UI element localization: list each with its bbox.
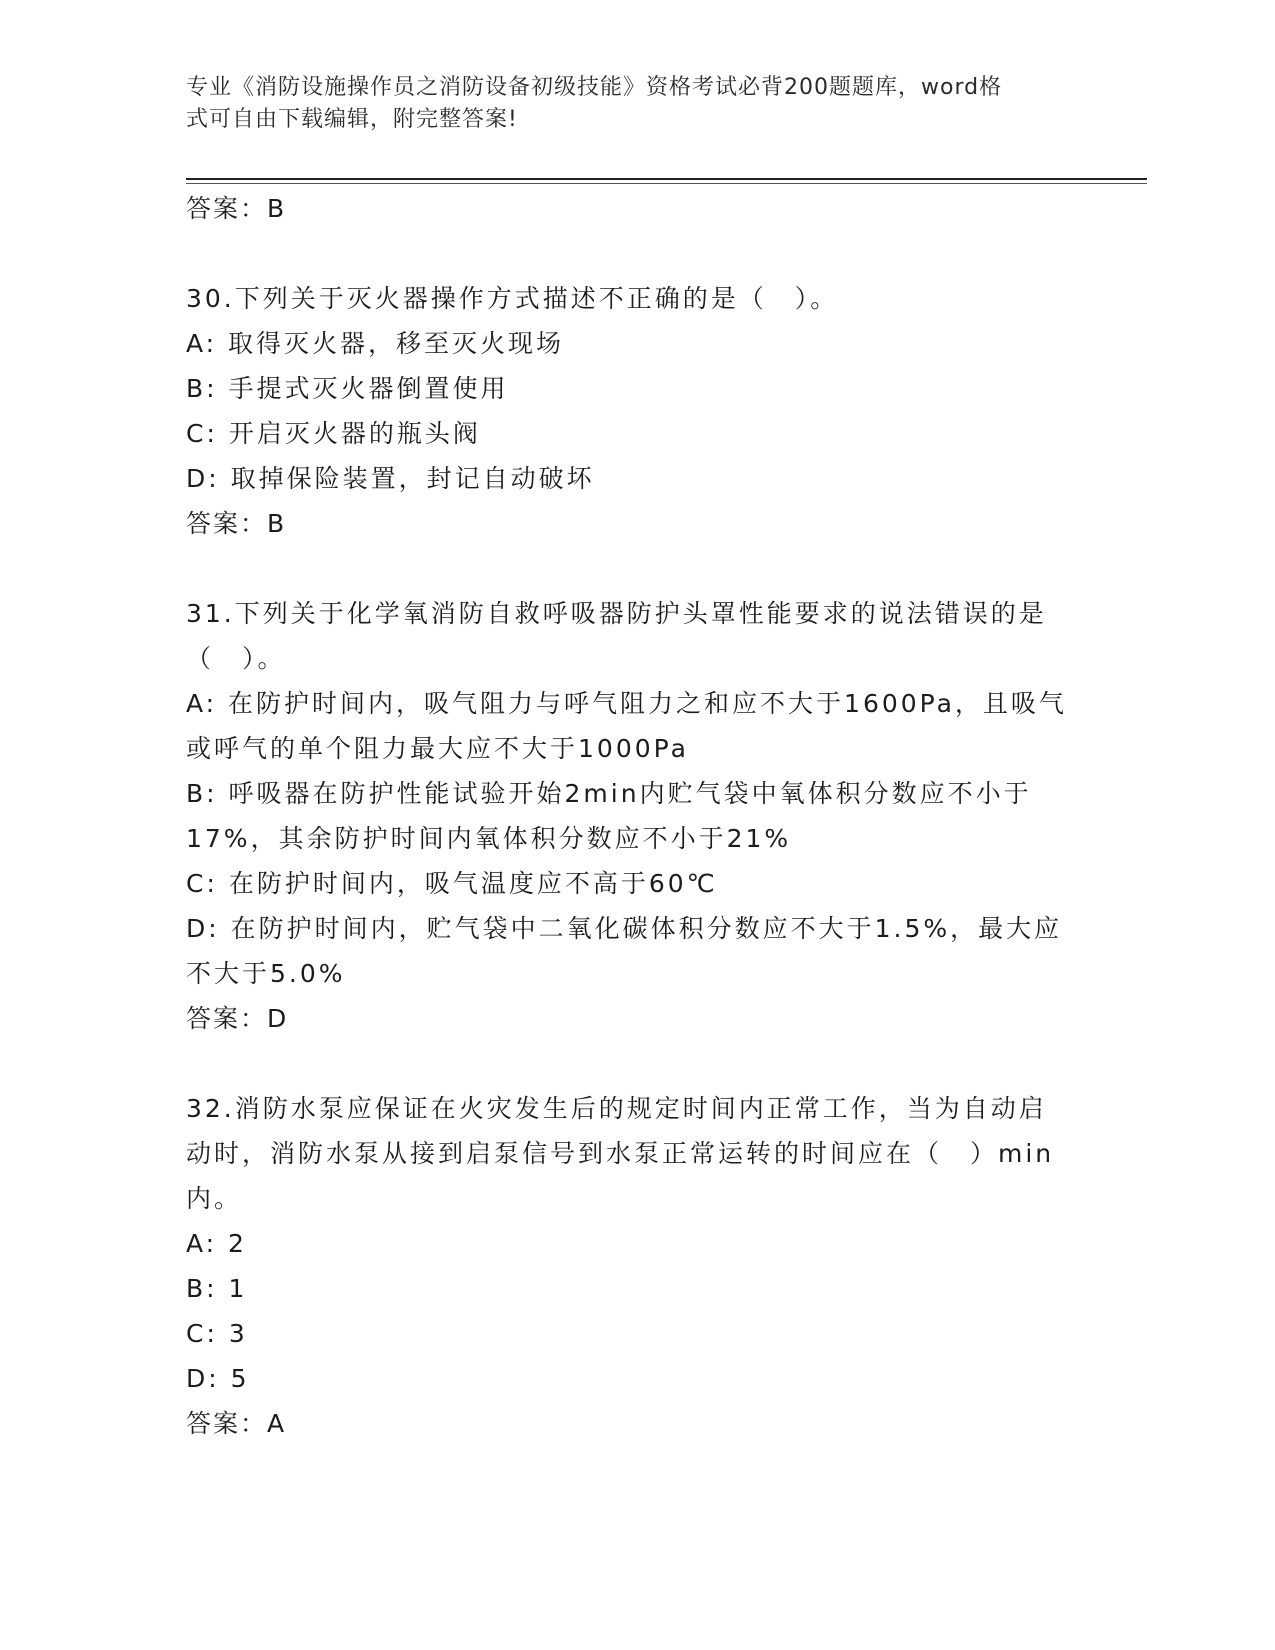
option-a: A: 取得灭火器，移至灭火现场 — [186, 329, 565, 358]
question-stem-line: 31.下列关于化学氧消防自救呼吸器防护头罩性能要求的说法错误的是 — [186, 599, 1047, 628]
answer: 答案：A — [186, 1409, 287, 1438]
header-rule-thin — [186, 183, 1147, 184]
question-stem-line: 动时，消防水泵从接到启泵信号到水泵正常运转的时间应在（ ）min — [186, 1139, 1055, 1168]
question-list — [186, 186, 1086, 1446]
option-a: A: 2 — [186, 1229, 247, 1258]
option-b: B: 1 — [186, 1274, 248, 1303]
intro-line-2: 式可自由下载编辑，附完整答案! — [186, 107, 518, 132]
option-d: D: 在防护时间内，贮气袋中二氧化碳体积分数应不大于1.5%，最大应 — [186, 914, 1063, 943]
question-stem-line: 30.下列关于灭火器操作方式描述不正确的是（ ）。 — [186, 284, 839, 313]
document-intro — [186, 72, 1076, 136]
option-a: A: 在防护时间内，吸气阻力与呼气阻力之和应不大于1600Pa，且吸气 — [186, 689, 1067, 718]
option-a-cont: 或呼气的单个阻力最大应不大于1000Pa — [186, 734, 689, 763]
intro-line-1: 专业《消防设施操作员之消防设备初级技能》资格考试必背200题题库，word格 — [186, 75, 1003, 100]
option-b: B: 手提式灭火器倒置使用 — [186, 374, 509, 403]
option-c: C: 开启灭火器的瓶头阀 — [186, 419, 481, 448]
question-stem-line: 内。 — [186, 1184, 243, 1213]
question-32 — [186, 1086, 1086, 1446]
option-c: C: 3 — [186, 1319, 248, 1348]
question-stem-line: 32.消防水泵应保证在火灾发生后的规定时间内正常工作，当为自动启 — [186, 1094, 1047, 1123]
option-b-cont: 17%，其余防护时间内氧体积分数应不小于21% — [186, 824, 792, 853]
question-30 — [186, 276, 1086, 546]
header-rule-thick — [186, 178, 1147, 180]
option-c: C: 在防护时间内，吸气温度应不高于60℃ — [186, 869, 718, 898]
answer: 答案：D — [186, 1004, 289, 1033]
option-b: B: 呼吸器在防护性能试验开始2min内贮气袋中氧体积分数应不小于 — [186, 779, 1032, 808]
previous-answer: 答案：B — [186, 194, 287, 223]
question-stem-line: （ ）。 — [186, 644, 286, 673]
answer: 答案：B — [186, 509, 287, 538]
option-d: D: 取掉保险装置，封记自动破坏 — [186, 464, 595, 493]
option-d: D: 5 — [186, 1364, 250, 1393]
question-31 — [186, 591, 1086, 1041]
option-d-cont: 不大于5.0% — [186, 959, 346, 988]
